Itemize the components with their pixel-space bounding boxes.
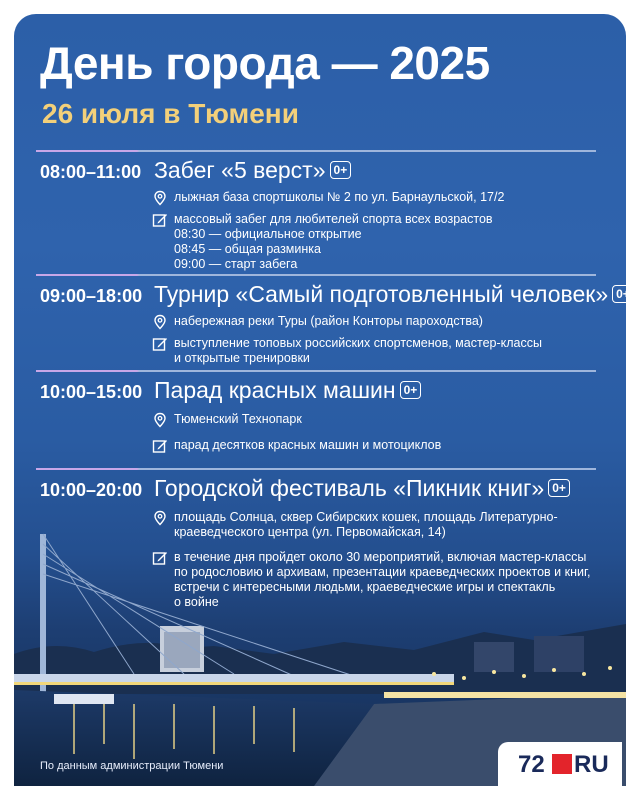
event-title [154, 475, 570, 502]
event-time: 10:00–20:00 [40, 480, 143, 500]
edit-note-icon [152, 550, 168, 566]
location-pin-icon [152, 412, 168, 428]
event-description-text: в течение дня пройдет около 30 мероприятий, включая мастер-классы по родословию и архивам, презентации краеведческих проектов и книг, встречи с интересными людьми, краеведческие игры и спектакль о войне [174, 550, 591, 609]
logo-number: 72 [518, 751, 545, 778]
logo-suffix: RU [574, 751, 609, 778]
edit-note-icon [152, 336, 168, 352]
event-time: 08:00–11:00 [40, 162, 142, 182]
page-subtitle: 26 июля в Тюмени [42, 98, 299, 129]
event-title-text: Забег «5 верст» [154, 157, 326, 183]
event-description-text: парад десятков красных машин и мотоциклов [174, 438, 442, 452]
event-divider [36, 370, 596, 372]
age-rating-badge: 0+ [400, 381, 422, 399]
event-time: 10:00–15:00 [40, 382, 143, 402]
age-rating-badge: 0+ [330, 161, 352, 179]
location-pin-icon [152, 314, 168, 330]
schedule-line: 08:30 — официальное открытие [174, 227, 362, 241]
event-title-text: Турнир «Самый подготовленный человек» [154, 281, 609, 307]
page-title: День города — 2025 [40, 37, 490, 89]
poster-card [14, 14, 630, 786]
event-title [154, 281, 634, 308]
edit-note-icon [152, 212, 168, 228]
event-divider [36, 468, 596, 470]
event-location-text: лыжная база спортшколы № 2 по ул. Барнаульской, 17/2 [174, 190, 505, 204]
location-pin-icon [152, 510, 168, 526]
event-title [154, 377, 421, 404]
logo-square-icon [552, 754, 572, 774]
schedule-line: 08:45 — общая разминка [174, 242, 321, 256]
event-title [154, 157, 351, 184]
source-note: По данным администрации Тюмени [40, 760, 224, 772]
event-title-text: Парад красных машин [154, 377, 396, 403]
event-description-text: массовый забег для любителей спорта всех возрастов 08:30 — официальное открытие 08:45 — общая разминка 09:00 — старт забега [174, 212, 604, 272]
event-time: 09:00–18:00 [40, 286, 143, 306]
event-divider [36, 150, 596, 152]
brand-logo[interactable] [498, 742, 622, 786]
schedule-line: 09:00 — старт забега [174, 257, 298, 271]
event-location-text: набережная реки Туры (район Конторы пароходства) [174, 314, 483, 328]
age-rating-badge: 0+ [548, 479, 570, 497]
event-location-text: площадь Солнца, сквер Сибирских кошек, площадь Литературно- краеведческого центра (ул. Первомайская, 14) [174, 510, 558, 539]
event-title-text: Городской фестиваль «Пикник книг» [154, 475, 545, 501]
event-location-text: Тюменский Технопарк [174, 412, 302, 426]
location-pin-icon [152, 190, 168, 206]
edit-note-icon [152, 438, 168, 454]
event-description-text: выступление топовых российских спортсменов, мастер-классы и открытые тренировки [174, 336, 542, 365]
event-divider [36, 274, 596, 276]
age-rating-badge: 0+ [612, 285, 634, 303]
